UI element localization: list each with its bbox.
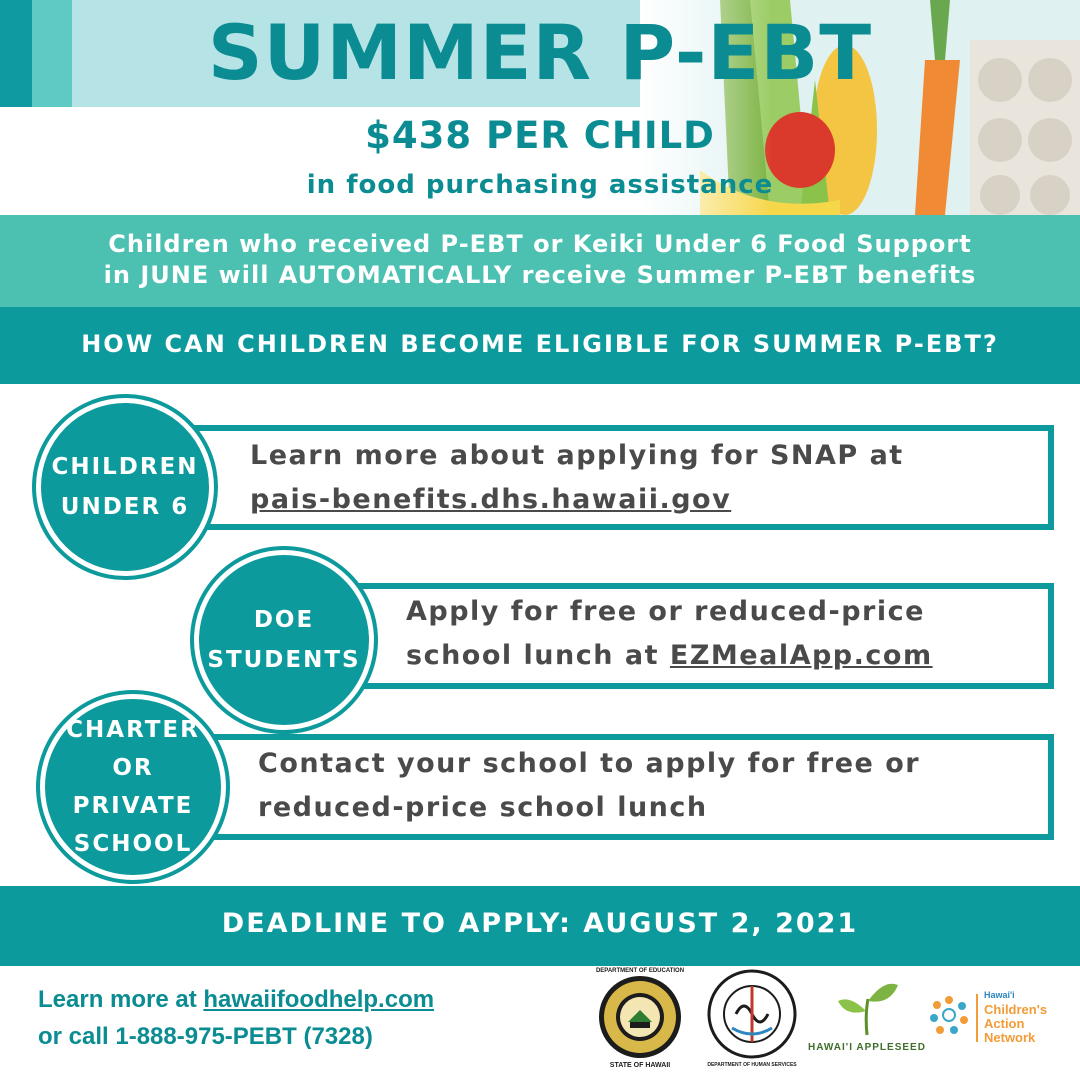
auto-notice-line-2: in JUNE will AUTOMATICALLY receive Summer P-EBT benefits (103, 261, 977, 289)
appleseed-sprout-icon (832, 975, 902, 1037)
label-line: CHARTER (66, 717, 200, 743)
hcan-line-3: Network (984, 1030, 1036, 1045)
deadline-text: DEADLINE TO APPLY: AUGUST 2, 2021 (221, 908, 859, 939)
info-text-children-under-6 (250, 434, 904, 522)
dhs-seal-text: DEPARTMENT OF HUMAN SERVICES (707, 1062, 797, 1068)
info-text-prefix: school lunch at (406, 640, 670, 671)
info-text-charter-private (258, 742, 920, 830)
label-circle-children-under-6 (36, 398, 214, 576)
benefit-subtitle: in food purchasing assistance (306, 170, 774, 200)
info-text-line: reduced-price school lunch (258, 792, 708, 823)
info-text-line: Apply for free or reduced-price (406, 596, 925, 627)
ezmealapp-link[interactable]: EZMealApp.com (669, 640, 933, 671)
hcan-line-2: Action (984, 1016, 1025, 1031)
snap-link[interactable]: pais-benefits.dhs.hawaii.gov (250, 484, 732, 515)
hcan-small-text: Hawai'i (984, 990, 1015, 1000)
label-line: OR (112, 755, 154, 781)
footer-call: or call 1-888-975-PEBT (7328) (38, 1023, 373, 1050)
info-text-doe-students (406, 590, 933, 678)
auto-notice-line-1: Children who received P-EBT or Keiki Under 6 Food Support (108, 230, 972, 258)
label-line: SCHOOL (73, 831, 193, 857)
label-circle-doe-students (194, 550, 374, 730)
hawaiifoodhelp-link[interactable]: hawaiifoodhelp.com (203, 986, 435, 1013)
eligibility-heading: HOW CAN CHILDREN BECOME ELIGIBLE FOR SUMMER P-EBT? (81, 330, 999, 358)
hcan-line-1: Children's (984, 1002, 1048, 1017)
doe-seal-text-bottom: STATE OF HAWAII (609, 1062, 671, 1069)
doe-seal-logo (592, 974, 688, 1060)
hcan-star-icon (926, 992, 972, 1038)
benefit-amount: $438 PER CHILD (365, 114, 715, 157)
footer-learn-more (38, 986, 434, 1014)
footer-learn-prefix: Learn more at (38, 986, 204, 1013)
dhs-seal-logo (706, 968, 798, 1060)
label-circle-charter-private (40, 694, 226, 880)
appleseed-logo-text: HAWAI'I APPLESEED (808, 1042, 926, 1053)
hcan-divider (976, 994, 978, 1042)
doe-seal-text-top: DEPARTMENT OF EDUCATION (595, 968, 685, 974)
info-text-line: Learn more about applying for SNAP at (250, 440, 904, 471)
header-accent-dark (0, 0, 32, 107)
label-line: PRIVATE (72, 793, 194, 819)
info-text-line: Contact your school to apply for free or (258, 748, 921, 779)
label-line: UNDER 6 (60, 494, 190, 520)
label-line: STUDENTS (207, 647, 361, 673)
label-line: CHILDREN (51, 454, 199, 480)
header-accent-light (32, 0, 72, 107)
page-title: SUMMER P-EBT (207, 8, 873, 97)
label-line: DOE (253, 607, 315, 633)
